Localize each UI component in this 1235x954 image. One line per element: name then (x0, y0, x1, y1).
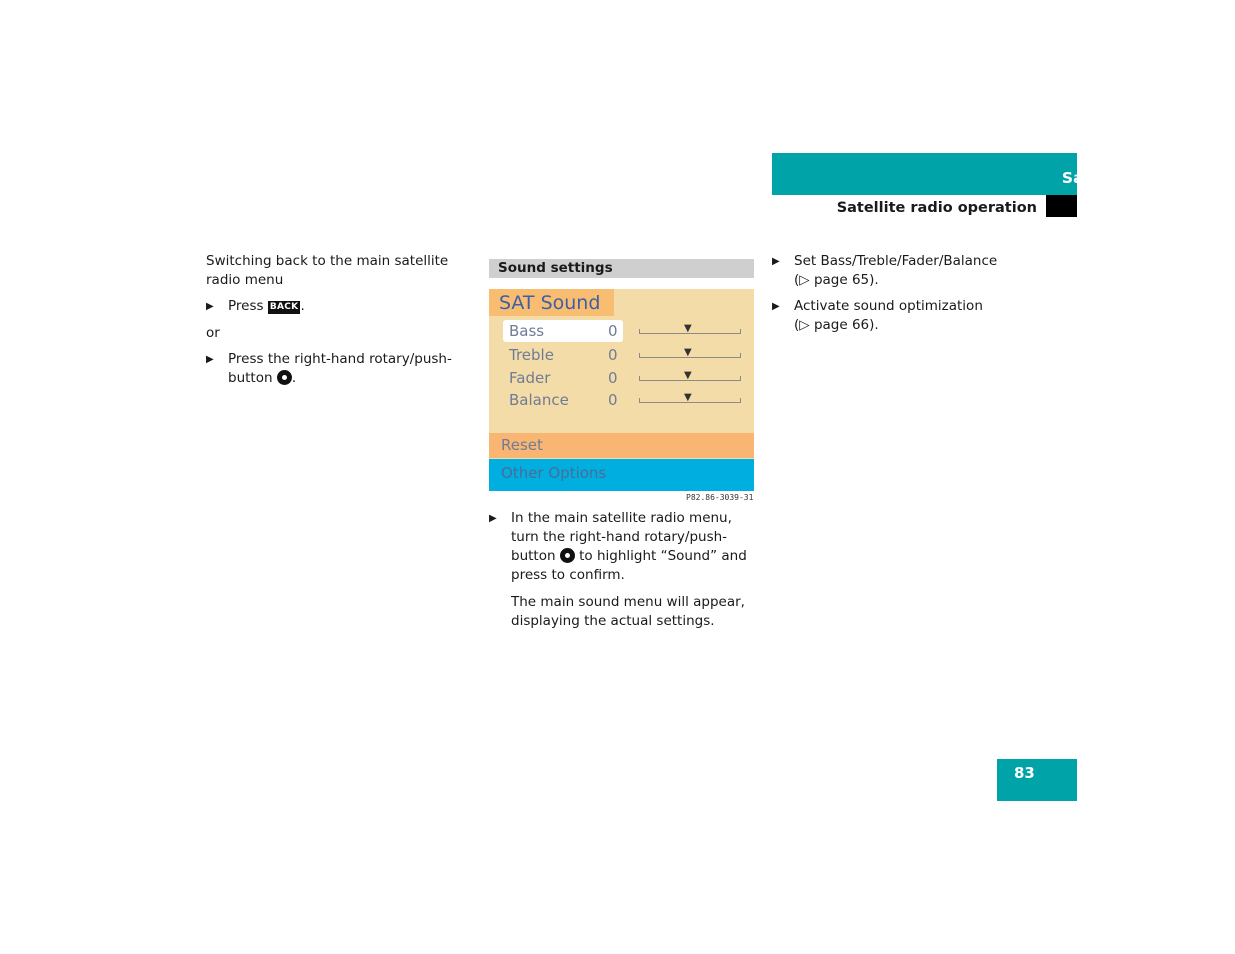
slider-tick (639, 398, 640, 403)
step-text: Activate sound optimization (794, 298, 983, 314)
step-press-rotary (206, 350, 471, 388)
slider-tick (639, 376, 640, 381)
step-text: Set Bass/Treble/Fader/Balance (794, 253, 998, 269)
punctuation: . (291, 370, 297, 386)
or-text: or (206, 325, 220, 341)
slider-marker-icon: ▼ (684, 370, 692, 381)
setting-value: 0 (608, 346, 618, 364)
step-set-levels (772, 252, 1062, 290)
reset-menu-item (489, 433, 754, 458)
slider-marker-icon: ▼ (684, 392, 692, 403)
setting-label: Treble (509, 346, 554, 364)
slider-tick (740, 376, 741, 381)
back-key-icon: BACK (269, 302, 299, 312)
header-tab-marker (1046, 195, 1077, 217)
slider-tick (639, 353, 640, 358)
section-title: Satellite radio* (1061, 169, 1194, 187)
screen-title: SAT Sound (499, 292, 601, 314)
column-right (772, 252, 1062, 335)
result-text: The main sound menu will appear, displaying the actual settings. (511, 594, 745, 629)
triangle-right-icon: ▶ (489, 513, 497, 524)
punctuation: . (300, 298, 305, 314)
step-highlight-sound (489, 509, 755, 585)
setting-row-treble (503, 344, 743, 366)
rotary-push-button-icon (560, 548, 575, 563)
step-text: to highlight “Sound” and press to confirm. (511, 548, 747, 583)
step-activate-optimization (772, 297, 1062, 335)
page-number-box (997, 759, 1077, 801)
column-middle (489, 509, 755, 631)
sat-sound-screen (489, 289, 754, 491)
setting-row-fader (503, 367, 743, 389)
step-text: Press the right-hand rotary/push-button (228, 351, 452, 386)
slider-marker-icon: ▼ (684, 323, 692, 334)
rotary-push-button-icon (277, 370, 292, 385)
column-left (206, 252, 471, 388)
triangle-right-icon: ▶ (206, 301, 214, 312)
intro-text: Switching back to the main satellite radio menu (206, 253, 449, 288)
step-text: Press (228, 298, 264, 314)
slider-tick (639, 329, 640, 334)
reset-label: Reset (501, 436, 543, 454)
figure-reference: P82.86-3039-31 (686, 493, 754, 502)
setting-value: 0 (608, 322, 618, 340)
subsection-title: Satellite radio operation (836, 200, 1037, 216)
triangle-right-icon: ▶ (772, 256, 780, 267)
slider-tick (740, 398, 741, 403)
figure-caption-bar (489, 259, 754, 278)
other-options-menu-item (489, 459, 754, 491)
setting-value: 0 (608, 391, 618, 409)
triangle-right-icon: ▶ (206, 354, 214, 365)
slider-tick (740, 329, 741, 334)
setting-label: Bass (509, 322, 545, 340)
slider-marker-icon: ▼ (684, 347, 692, 358)
setting-label: Balance (509, 391, 569, 409)
step-press-back (206, 297, 471, 316)
triangle-right-icon: ▶ (772, 301, 780, 312)
setting-row-bass (503, 320, 743, 342)
step-text: In the main satellite radio menu, turn the right-hand rotary/push-button (511, 510, 732, 564)
setting-label: Fader (509, 369, 551, 387)
figure-caption: Sound settings (498, 260, 613, 276)
setting-row-balance (503, 389, 743, 411)
other-options-label: Other Options (501, 464, 607, 482)
slider-tick (740, 353, 741, 358)
header-bar (772, 153, 1077, 195)
page-reference: (▷ page 66). (794, 317, 879, 333)
setting-value: 0 (608, 369, 618, 387)
page-number: 83 (1014, 764, 1035, 782)
page-reference: (▷ page 65). (794, 272, 879, 288)
result-text-block (489, 593, 755, 631)
